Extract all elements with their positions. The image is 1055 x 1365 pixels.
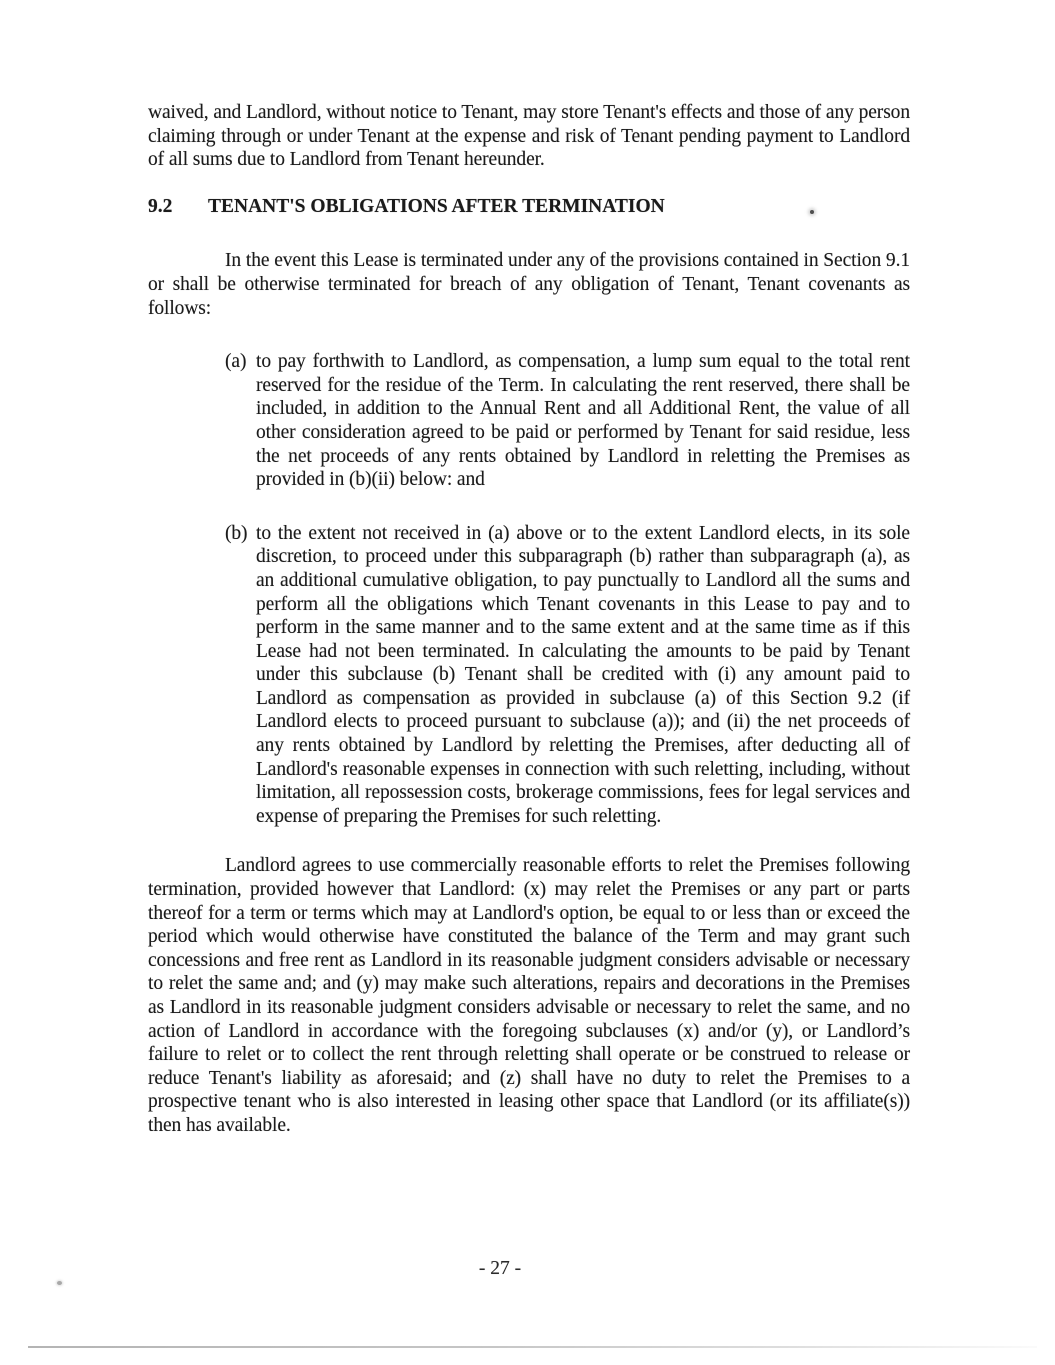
clause-a-text: to pay forthwith to Landlord, as compensation, a lump sum equal to the total rent reserved for the residue of the Term. In calculating the rent reserved, there shall be included, in addition to the Annual Rent and all Additional Rent, the value of all other consideration agreed to be paid or performed by Tenant for said residue, less the net proceeds of any rents obtained by Landlord in reletting the Premises as provided in (b)(ii) below: and	[256, 351, 910, 491]
clause-b-label: (b)	[225, 522, 248, 544]
section-number: 9.2	[148, 195, 173, 217]
page-body-text	[148, 101, 910, 1138]
clause-a	[225, 350, 910, 492]
clause-b-text: to the extent not received in (a) above or to the extent Landlord elects, in its sole discretion, to proceed under this subparagraph (b) rather than subparagraph (a), as an additional cumulative obligation, to pay punctually to Landlord all the sums and perform all the obligations which Tenant covenants in this Lease to pay and to perform in the same manner and to the same extent and at the same time as if this Lease had not been terminated. In calculating the amounts to be paid by Tenant under this subclause (b) Tenant shall be credited with (i) any amount paid to Landlord as compensation as provided in subclause (a) of this Section 9.2 (if Landlord elects to proceed pursuant to subclause (a)); and (ii) the net proceeds of any rents obtained by Landlord by reletting the Premises, after deducting all of Landlord's reasonable expenses in connection with such reletting, including, without limitation, all repossession costs, brokerage commissions, fees for legal services and expense of preparing the Premises for such reletting.	[256, 522, 910, 827]
section-title: TENANT'S OBLIGATIONS AFTER TERMINATION	[208, 195, 665, 217]
clause-a-label: (a)	[225, 351, 247, 373]
scan-artifact-bottom-line	[28, 1346, 1037, 1348]
continuation-paragraph: waived, and Landlord, without notice to Tenant, may store Tenant's effects and those of any person claiming through or under Tenant at the expense and risk of Tenant pending payment to Landlord of all sums due to Landlord from Tenant hereunder.	[148, 102, 910, 171]
section-heading	[148, 195, 910, 219]
closing-paragraph: Landlord agrees to use commercially reasonable efforts to relet the Premises following termination, provided however that Landlord: (x) may relet the Premises or any part or parts thereof for a term or terms which may at Landlord's option, be equal to or less than or exceed the period which would otherwise have constituted the balance of the Term and may grant such concessions and free rent as Landlord in its reasonable judgment considers advisable or necessary to relet the same and; and (y) may make such alterations, repairs and decorations in the Premises as Landlord in its reasonable judgment considers advisable or necessary to relet the same, and no action of Landlord in accordance with the foregoing subclauses (x) and/or (y), or Landlord’s failure to relet or to collect the rent through reletting shall operate or be construed to release or reduce Tenant's liability as aforesaid; and (z) shall have no duty to relet the Premises to a prospective tenant who is also interested in leasing other space that Landlord (or its affiliate(s)) then has available.	[148, 855, 910, 1136]
lead-paragraph: In the event this Lease is terminated under any of the provisions contained in Section 9.1 or shall be otherwise terminated for breach of any obligation of Tenant, Tenant covenants as follows:	[148, 250, 910, 319]
scan-speck-near-heading	[810, 210, 814, 214]
clause-b	[225, 522, 910, 829]
scan-speck-near-footer	[57, 1281, 62, 1285]
page-number: - 27 -	[478, 1258, 522, 1279]
